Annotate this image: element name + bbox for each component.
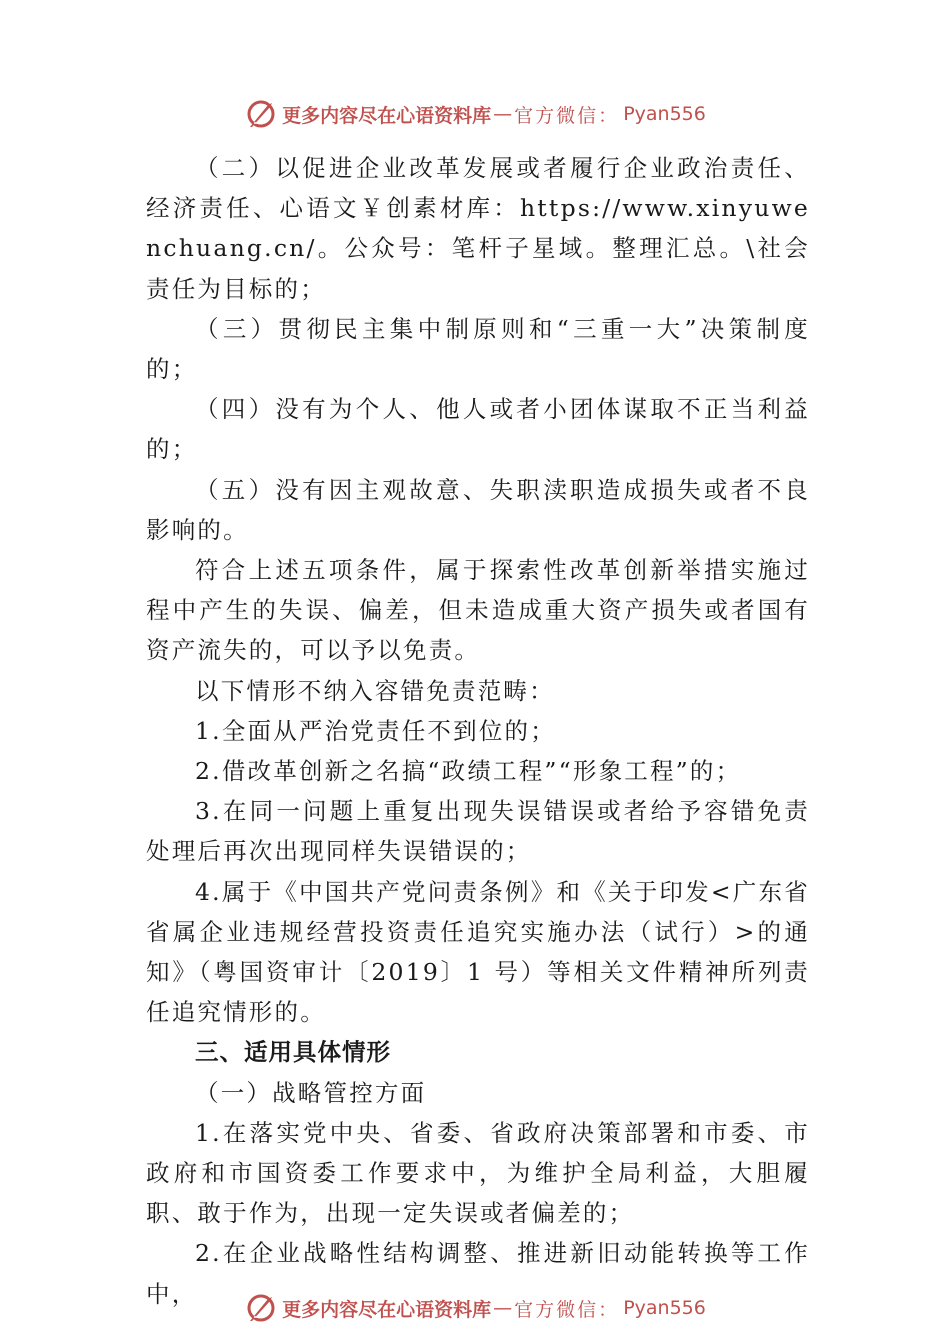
paragraph-strategy-1: 1.在落实党中央、省委、省政府决策部署和市委、市政府和市国资委工作要求中，为维护全局利益，大胆履职、敢于作为，出现一定失误或者偏差的； [146,1118,810,1228]
banner-brand-text: 更多内容尽在心语资料库 [282,1298,492,1321]
paragraph-condition-4: （四）没有为个人、他人或者小团体谋取不正当利益的； [146,395,810,464]
banner-wechat-label: 官方微信： [514,104,620,127]
paragraph-exclusion-2: 2.借改革创新之名搞“政绩工程”“形象工程”的； [195,757,742,786]
footer-banner [0,1288,950,1328]
paragraph-strategy-2: 2.在企业战略性结构调整、推进新旧动能转换等工作中， [146,1239,810,1308]
header-banner [0,94,950,134]
banner-wechat-handle: Pyan556 [623,103,706,125]
banner-dash: — [493,103,513,125]
paragraph-condition-2: （二）以促进企业改革发展或者履行企业政治责任、经济责任、心语文￥创素材库：https://www.xinyuwenchuang.cn/。公众号：笔杆子星域。整理汇总。\社会责任为目标的； [146,154,810,303]
banner-wechat-label: 官方微信： [514,1298,620,1321]
paragraph-exemption-summary: 符合上述五项条件，属于探索性改革创新举措实施过程中产生的失误、偏差，但未造成重大资产损失或者国有资产流失的，可以予以免责。 [146,556,810,665]
paragraph-exclusions-intro: 以下情形不纳入容错免责范畴： [195,676,555,705]
quill-logo-icon [244,97,278,131]
paragraph-exclusion-3: 3.在同一问题上重复出现失误错误或者给予容错免责处理后再次出现同样失误错误的； [146,797,810,866]
banner-brand-text: 更多内容尽在心语资料库 [282,104,492,127]
paragraph-exclusion-4: 4.属于《中国共产党问责条例》和《关于印发<广东省省属企业违规经营投资责任追究实施办法（试行）>的通知》（粤国资审计〔2019〕1 号）等相关文件精神所列责任追究情形的。 [146,877,810,1027]
subsection-strategy-control: （一）战略管控方面 [195,1078,427,1107]
paragraph-condition-3: （三）贯彻民主集中制原则和“三重一大”决策制度的； [146,314,810,384]
paragraph-exclusion-1: 1.全面从严治党责任不到位的； [195,716,556,745]
section-heading: 三、适用具体情形 [195,1038,391,1067]
banner-dash: — [493,1297,513,1319]
banner-wechat-handle: Pyan556 [623,1297,706,1319]
document-body [146,148,810,1314]
quill-logo-icon [244,1291,278,1325]
paragraph-condition-5: （五）没有因主观故意、失职渎职造成损失或者不良影响的。 [146,475,810,544]
